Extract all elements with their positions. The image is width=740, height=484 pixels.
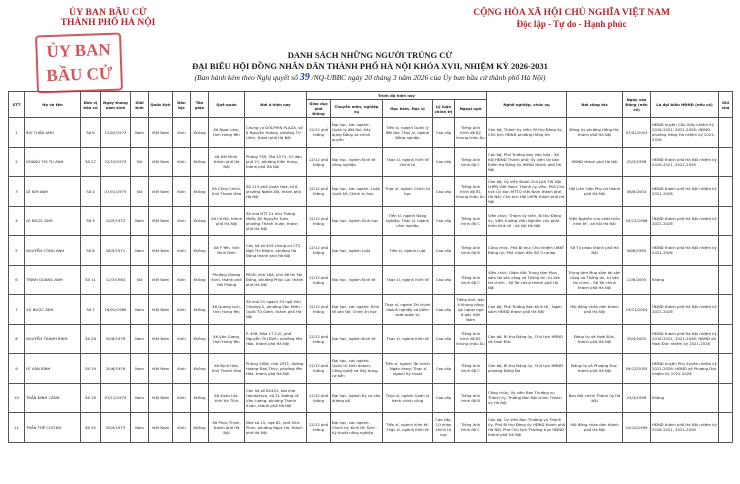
table-cell: LÊ VĂN BÌNH — [25, 354, 81, 384]
table-cell: Số 26 — [81, 324, 101, 354]
table-body — [9, 118, 733, 443]
table-cell: Không — [191, 413, 209, 443]
reference-suffix: /NQ-UBBC ngày 20 tháng 3 năm 2026 của Ủy ban bầu cử thành phố Hà Nội) — [309, 73, 546, 82]
table-cell: Tiếng Anh trình độ B — [455, 383, 487, 413]
table-cell: Thạc sĩ, ngành Chính trị học — [383, 177, 433, 207]
table-cell: Căn hộ số 404 chung cư CT2 Ngô Thì Nhậm, phường Hà Đông thành phố Hà Nội — [245, 236, 307, 266]
table-cell: Thạc sĩ, ngành Quản lý hành chính công — [383, 383, 433, 413]
table-cell: HOÀNG THỊ TÚ ANH — [25, 147, 81, 177]
table-cell: Nữ — [131, 177, 149, 207]
table-row — [9, 206, 733, 236]
table-cell: Kinh — [173, 118, 191, 148]
table-cell: 12/12 phổ thông — [307, 354, 331, 384]
table-cell: Việt Nam — [149, 324, 173, 354]
table-row — [9, 383, 733, 413]
table-cell: 2 — [9, 147, 25, 177]
table-cell: Việt Nam — [149, 265, 173, 295]
table-cell: Cao cấp — [433, 177, 455, 207]
table-cell: Nam — [131, 206, 149, 236]
table-cell: Phòng 709, Tòa 1573, 51 dân phố 21, phường Kiến Hưng, thành phố Hà Nội — [245, 147, 307, 177]
table-cell: Không — [191, 354, 209, 384]
table-cell: HĐND thành phố Hà Nội nhiệm kỳ 2016-2021, 2021-2026 — [651, 413, 719, 443]
table-cell: Việt Nam — [149, 383, 173, 413]
table-cell: Không — [191, 324, 209, 354]
table-cell — [719, 265, 733, 295]
table-cell: Trung tâm Mua sắm tài sản công và Thông tin, tư vấn tài chính - Sở Tài chính thành phố Hà Nội — [567, 265, 623, 295]
table-cell: HĐND thành phố Hà Nội nhiệm kỳ 2021-2026 — [651, 236, 719, 266]
table-cell: 12/6/2005 — [623, 265, 651, 295]
header-row-1 — [9, 92, 733, 100]
table-cell: Nam — [131, 295, 149, 325]
table-cell: P818, nhà 18A, khu đô thị Sài Đồng, phường Phúc Lợi, thành phố Hà Nội — [245, 265, 307, 295]
table-cell: Đảng ủy phường Hồng Hà, thành phố Hà Nội — [567, 118, 623, 148]
table-cell — [719, 118, 733, 148]
table-cell — [719, 147, 733, 177]
table-cell: Xã Phúc Thịnh, thành phố Hà Nội — [209, 413, 245, 443]
table-cell: 30/4/2002 — [623, 324, 651, 354]
col-header: Họ và tên — [25, 92, 81, 118]
table-cell: Tiếng Anh trình độ C — [455, 265, 487, 295]
col-header: Nơi ở hiện nay — [245, 92, 307, 118]
table-cell: Đại học, ngành Kinh tế nông nghiệp — [331, 147, 383, 177]
table-cell: 24/3/1998 — [623, 383, 651, 413]
table-cell: Cao cấp, Cử nhân chính trị học — [433, 413, 455, 443]
table-cell — [719, 177, 733, 207]
table-cell: 9 — [9, 354, 25, 384]
col-header: Dân tộc — [173, 92, 191, 118]
col-header: Ngày vào Đảng (nếu có) — [623, 92, 651, 118]
table-cell: Cán bộ; Phó Trưởng ban Văn hóa - Xã hội HĐND Thành phố; Ủy viên Ủy ban Kiểm tra Đảng ủy HĐND thành phố Hà Nội — [487, 147, 567, 177]
table-cell: HĐND thành phố Hà Nội — [567, 147, 623, 177]
col-header: Quê quán — [209, 92, 245, 118]
table-cell: NGUYỄN CÔNG ANH — [25, 236, 81, 266]
table-cell: 12/12 phổ thông — [307, 177, 331, 207]
table-row — [9, 118, 733, 148]
table-cell: Số 18 — [81, 383, 101, 413]
table-cell: Số 4 — [81, 177, 101, 207]
table-cell: Thạc sĩ, ngành Kinh tế chính trị — [383, 147, 433, 177]
table-cell: Đại học, các ngành: Kinh tế vận tải; Chính trị học — [331, 295, 383, 325]
table-cell: 10 — [9, 383, 25, 413]
table-cell: Công chức; Ủy viên Ban Thường vụ Thành ủy, Trưởng Ban Nội chính Thành ủy Hà Nội — [487, 383, 567, 413]
table-cell: Không — [651, 383, 719, 413]
table-cell: Sở Tư pháp thành phố Hà Nội — [567, 236, 623, 266]
table-cell — [719, 295, 733, 325]
table-cell: 12/12 phổ thông — [307, 236, 331, 266]
table-cell: 28/5/1971 — [101, 236, 131, 266]
table-cell: HĐND thành phố Hà Nội nhiệm kỳ 2021-2026 — [651, 206, 719, 236]
org-line-1: ỦY BAN BẦU CỬ — [69, 8, 147, 18]
table-cell: Thạc sĩ, ngành Kinh tế — [383, 265, 433, 295]
table-row — [9, 324, 733, 354]
table-cell: 08/8/2004 — [623, 177, 651, 207]
table-cell: Không — [191, 177, 209, 207]
table-cell — [719, 324, 733, 354]
table-cell: LÊ NGỌC ANH — [25, 206, 81, 236]
country-name: CỘNG HÒA XÃ HỘI CHỦ NGHĨA VIỆT NAM — [473, 8, 670, 18]
table-cell: Công chức, Phó Bí thư; Chủ nhiệm UBKT Đảng ủy; Phó Giám đốc Sở Tư pháp — [487, 236, 567, 266]
table-cell: Phòng 2808, nhà 29T1, đường Hoàng Đạo Thúy, phường Yên Hòa, thành phố Hà Nội — [245, 354, 307, 384]
table-cell: 09/12/2005 — [623, 354, 651, 384]
table-cell: Cán bộ; Bí thư Đảng ủy, Chủ tịch HĐND xã Hoài Đức — [487, 324, 567, 354]
table-cell: LÊ KIM ANH — [25, 177, 81, 207]
table-cell: 8 — [9, 324, 25, 354]
table-cell: Kinh — [173, 324, 191, 354]
col-header: Quốc tịch — [149, 92, 173, 118]
table-cell: 12/12 phổ thông — [307, 324, 331, 354]
table-cell: Cao cấp — [433, 324, 455, 354]
table-cell: 12/12 phổ thông — [307, 206, 331, 236]
table-cell: Xã Quang Lịch, tỉnh Hưng Yên — [209, 295, 245, 325]
table-cell: Đại học, các ngành: Luật; Quốc tế; Chính trị học — [331, 177, 383, 207]
table-cell: Cao cấp — [433, 354, 455, 384]
col-header: STT — [9, 92, 25, 118]
table-cell: Không — [191, 295, 209, 325]
table-cell: Kinh — [173, 295, 191, 325]
table-cell: Cao cấp — [433, 118, 455, 148]
table-cell: Thạc sĩ, ngành Tài chính doanh nghiệp và kiểm soát quản trị — [383, 295, 433, 325]
group-header: Trình độ hiện nay — [307, 92, 487, 100]
table-cell: Đại học, ngành Kinh tế — [331, 265, 383, 295]
table-cell: Tiến sĩ, ngành Luật — [383, 236, 433, 266]
table-cell: Tiến sĩ, ngành Quản lý đất đai; Thạc sĩ, ngành Nông nghiệp — [383, 118, 433, 148]
table-cell: HĐND thành phố Hà Nội nhiệm kỳ 2021-2026 — [651, 177, 719, 207]
table-cell: Cao cấp — [433, 265, 455, 295]
col-header: Giới tính — [131, 92, 149, 118]
table-cell — [719, 413, 733, 443]
table-cell: Tiếng Anh trình độ C — [455, 413, 487, 443]
document-title: DANH SÁCH NHỮNG NGƯỜI TRÚNG CỬ — [287, 50, 453, 60]
table-cell: 03/12/1998 — [623, 206, 651, 236]
table-cell: Tiến sĩ, ngành Nông nghiệp; Thạc sĩ, ngành Lâm nghiệp — [383, 206, 433, 236]
table-cell: 15/11/2004 — [623, 295, 651, 325]
table-cell: Số 8 — [81, 236, 101, 266]
table-cell: Số nhà 51 ngách 33 ngõ Văn Chương 2, phường Văn Miếu - Quốc Tử Giám, thành phố Hà Nội — [245, 295, 307, 325]
table-cell: Kinh — [173, 354, 191, 384]
table-cell: Hội đồng nhân dân thành phố Hà Nội — [567, 295, 623, 325]
col-header: Đơn vị bầu cử — [81, 92, 101, 118]
table-cell: Tiếng Anh trình độ C — [455, 206, 487, 236]
table-cell: Số nhà NTT 21 khu Thăng Nhất, 82 Nguyễn Tuân, phường Thanh Xuân, thành phố Hà Nội — [245, 206, 307, 236]
table-cell: Xã Hải Minh, thành phố Hà Nội — [209, 147, 245, 177]
table-cell: 5 — [9, 236, 25, 266]
document-subtitle: ĐẠI BIỂU HỘI ĐỒNG NHÂN DÂN THÀNH PHỐ HÀ NỘI KHÓA XVII, NHIỆM KỲ 2026-2031 — [192, 61, 548, 71]
stamp-line-2: BẦU CỬ — [46, 63, 113, 86]
elected-delegates-table — [8, 91, 733, 443]
table-cell: Kinh — [173, 147, 191, 177]
table-row — [9, 413, 733, 443]
table-row — [9, 147, 733, 177]
table-cell: 7 — [9, 295, 25, 325]
col-header: Ngoại ngữ — [455, 100, 487, 118]
table-cell: Số 27 — [81, 147, 101, 177]
table-cell: Xã Xuân Lộc, tỉnh Hà Tĩnh — [209, 383, 245, 413]
table-cell: Đại học, các ngành: Quản lý đất đai; Xây dựng Đảng và chính quyền — [331, 118, 383, 148]
table-cell: Kinh — [173, 413, 191, 443]
table-cell: Đại học, các ngành: Quản trị kinh doanh; Công nghệ và Xây dựng cơ bản — [331, 354, 383, 384]
stamp-line-1: ỦY BAN — [46, 39, 111, 62]
table-cell: Không — [191, 383, 209, 413]
table-cell: 12/12 phổ thông — [307, 147, 331, 177]
table-cell: Không — [191, 206, 209, 236]
table-cell: HĐND thành phố Hà Nội nhiệm kỳ 2021-2026 — [651, 295, 719, 325]
table-row — [9, 265, 733, 295]
table-cell: Phường Dương Kinh, thành phố Hải Phòng — [209, 265, 245, 295]
official-seal-stamp — [35, 33, 123, 94]
table-cell: 12/12 phổ thông — [307, 383, 331, 413]
table-row — [9, 295, 733, 325]
table-cell: 22/10/1973 — [101, 147, 131, 177]
table-cell: Nam — [131, 118, 149, 148]
table-cell: 4 — [9, 206, 25, 236]
table-cell: Cao cấp — [433, 383, 455, 413]
table-cell: Xã Định Hòa, tỉnh Thanh Hóa — [209, 354, 245, 384]
table-cell: Nữ — [131, 265, 149, 295]
table-cell: Kinh — [173, 177, 191, 207]
table-cell: Xã Cổ Đô, thành phố Hà Nội — [209, 206, 245, 236]
table-cell: Không — [191, 236, 209, 266]
table-cell: 12/02/1973 — [101, 118, 131, 148]
table-cell: Nhà số 15, ngõ 82, phố Vĩnh Phúc, phường Ngọc Hà, thành phố Hà Nội — [245, 413, 307, 443]
table-cell: Nữ — [131, 147, 149, 177]
table-cell: Cán bộ; Ủy viên Đoàn Chủ tịch TW Hội LHPN Việt Nam; Thành ủy viên, Phó Chủ tịch Ủy ban MTTQ Việt Nam thành phố Hà Nội, Chủ tịch Hội LHPN thành phố Hà Nội — [487, 177, 567, 207]
table-cell: 11 — [9, 413, 25, 443]
table-cell: HĐND thành phố Hà Nội nhiệm kỳ 2016-2021, 2021-2026; HĐND xã Hoài Đức nhiệm kỳ 2021-2026 — [651, 324, 719, 354]
table-row — [9, 354, 733, 384]
table-cell: Nam — [131, 413, 149, 443]
table-cell: P. 408, Nhà 17-T10, phố Nguyễn Thị Định, phường Yên Hòa, thành phố Hà Nội — [245, 324, 307, 354]
table-cell: Việt Nam — [149, 413, 173, 443]
table-cell: Số 9 — [81, 206, 101, 236]
table-cell: Cán bộ; Thành ủy viên; Bí thư Đảng ủy, Chủ tịch HĐND phường Hồng Hà — [487, 118, 567, 148]
table-cell: Đại học, các ngành: Chính trị; Kinh tế; Sinh - Kỹ thuật nông nghiệp — [331, 413, 383, 443]
table-cell: Việt Nam — [149, 354, 173, 384]
col-header: Chuyên môn, nghiệp vụ — [331, 100, 383, 118]
table-cell: TRẦN THẾ CƯƠNG — [25, 413, 81, 443]
table-cell: Thạc sĩ, ngành Kinh tế — [383, 324, 433, 354]
table-cell: Đảng ủy xã Hoài Đức, thành phố Hà Nội — [567, 324, 623, 354]
table-cell: 10/10/1999 — [623, 413, 651, 443]
table-cell: Số 11 — [81, 265, 101, 295]
table-cell: Tiến sĩ, ngành Kinh tế; Thạc sĩ, ngành Kinh tế — [383, 413, 433, 443]
table-cell: Cao cấp — [433, 236, 455, 266]
table-cell: 08/8/1995 — [623, 236, 651, 266]
table-cell — [719, 354, 733, 384]
resolution-number: 39 — [299, 72, 310, 83]
table-cell: VŨ NGỌC ANH — [25, 295, 81, 325]
col-header: Nơi công tác — [567, 92, 623, 118]
table-cell: Việt Nam — [149, 295, 173, 325]
table-cell: Cao cấp — [433, 147, 455, 177]
table-cell: 30/8/1976 — [101, 324, 131, 354]
table-cell: Nam — [131, 324, 149, 354]
table-cell — [719, 383, 733, 413]
table-cell: BÙI TUẤN ANH — [25, 118, 81, 148]
table-cell: Việt Nam — [149, 206, 173, 236]
table-cell: 20/6/1976 — [101, 354, 131, 384]
table-cell: Kinh — [173, 236, 191, 266]
table-cell: Số 6 — [81, 118, 101, 148]
table-cell: Xã Văn Giang, tỉnh Hưng Yên — [209, 324, 245, 354]
table-cell: Không — [651, 265, 719, 295]
col-header: Giáo dục phổ thông — [307, 100, 331, 118]
table-cell: Chung cư DOLPHIN PLAZA, số 6 Nguyễn Hoàng, phường Từ Liêm, thành phố Hà Nội — [245, 118, 307, 148]
table-cell: Viên chức; Thành ủy viên, Bí thư Đảng ủy, Viện trưởng Viện Nghiên cứu phát triển kinh tế - xã hội Hà Nội — [487, 206, 567, 236]
table-cell: Hội đồng nhân dân thành phố Hà Nội — [567, 413, 623, 443]
table-cell: 12/12 phổ thông — [307, 413, 331, 443]
table-cell: Kinh — [173, 206, 191, 236]
table-cell: Tiến sĩ, ngành Tài chính - Ngân hàng; Thạc sĩ, ngành Kỹ thuật — [383, 354, 433, 384]
table-cell: 18/02/1980 — [101, 295, 131, 325]
table-cell — [719, 236, 733, 266]
table-cell: 12/12 phổ thông — [307, 118, 331, 148]
table-cell: Nam — [131, 354, 149, 384]
table-cell: Tiếng Anh trình độ C — [455, 147, 487, 177]
table-cell: Nam — [131, 383, 149, 413]
table-cell: Cao cấp — [433, 206, 455, 236]
table-cell: Số 30 — [81, 413, 101, 443]
table-cell: Không — [191, 118, 209, 148]
table-cell: Việt Nam — [149, 147, 173, 177]
org-line-2: THÀNH PHỐ HÀ NỘI — [60, 18, 156, 28]
table-cell: TRẦN ĐÌNH CẢNH — [25, 383, 81, 413]
table-cell: 07/11/1974 — [101, 383, 131, 413]
col-header: Ngày tháng năm sinh — [101, 92, 131, 118]
table-cell: Đại học, ngành Kinh tế — [331, 324, 383, 354]
table-cell: Tiếng Anh trình độ B1 khung châu Âu — [455, 177, 487, 207]
table-cell: HĐND huyện Phú Xuyên nhiệm kỳ 2021-2026; HĐND xã Phượng Dực nhiệm kỳ 2021-2026 — [651, 354, 719, 384]
table-cell: Tiếng Anh trình độ C — [455, 354, 487, 384]
table-cell: Việt Nam — [149, 236, 173, 266]
table-cell: Đại học, ngành Sinh học — [331, 206, 383, 236]
table-cell: 12/12 phổ thông — [307, 295, 331, 325]
col-header: Ghi chú — [719, 92, 733, 118]
table-cell: Xã Ý Yên, tỉnh Ninh Bình — [209, 236, 245, 266]
col-header: Tôn giáo — [191, 92, 209, 118]
table-cell: HĐND thành phố Hà Nội nhiệm kỳ 2016-2021, 2021-2026 — [651, 147, 719, 177]
table-cell: Cán bộ; Ủy viên Ban Thường vụ Thành ủy, Phó Bí thư Đảng ủy HĐND thành phố Hà Nội, Phó Chủ tịch Thường trực HĐND thành phố Hà Nội — [487, 413, 567, 443]
issuing-org — [38, 8, 178, 28]
table-row — [9, 236, 733, 266]
table-cell: Việt Nam — [149, 177, 173, 207]
table-cell: Tiếng Anh trình độ B — [455, 236, 487, 266]
table-cell: Nam — [131, 236, 149, 266]
table-cell: HĐND huyện Cầu Giấy nhiệm kỳ 2016-2021, 2021-2026; HĐND phường Hồng Hà nhiệm kỳ 2021-2026 — [651, 118, 719, 148]
table-cell: Số 7 — [81, 295, 101, 325]
table-row — [9, 177, 733, 207]
col-header: Nghề nghiệp, chức vụ — [487, 92, 567, 118]
table-cell: Kinh — [173, 265, 191, 295]
table-cell: Viện Nghiên cứu phát triển kinh tế - xã hội Hà Nội — [567, 206, 623, 236]
table-cell — [719, 206, 733, 236]
table-cell: 25/3/1998 — [623, 147, 651, 177]
national-motto: Độc lập - Tự do - Hạnh phúc — [516, 19, 627, 29]
table-cell: Ban Nội chính Thành ủy Hà Nội — [567, 383, 623, 413]
table-cell: Việt Nam — [149, 118, 173, 148]
table-cell: Tiếng Anh trình độ B2 khung châu Âu — [455, 118, 487, 148]
table-cell: Đại học, ngành Luật — [331, 236, 383, 266]
table-cell: 6 — [9, 265, 25, 295]
table-cell: Cán bộ; Phó Trưởng Ban Kinh tế - Ngân sách HĐND thành phố Hà Nội — [487, 295, 567, 325]
table-cell: Không — [191, 147, 209, 177]
table-cell: Đại học, ngành Kỹ sư cầu đường bộ — [331, 383, 383, 413]
table-cell: 1 — [9, 118, 25, 148]
table-cell: Số 19 — [81, 354, 101, 384]
col-header: Lý luận chính trị — [433, 100, 455, 118]
table-cell: Không — [191, 265, 209, 295]
table-cell: 10/5/1972 — [101, 206, 131, 236]
table-cell: Căn hộ số B2401, tòa nhà Handiresco, số 31 đường Lê Văn Lương, phường Thanh Xuân, thành phố Hà Nội — [245, 383, 307, 413]
table-cell: Hội Liên hiệp Phụ nữ thành phố Hà Nội — [567, 177, 623, 207]
table-cell: Cán bộ; Bí thư Đảng ủy, Chủ tịch HĐND phường Đống Đa — [487, 354, 567, 384]
table-cell: Viên chức, Giám đốc Trung tâm Mua sắm tài sản công và Thông tin, tư vấn tài chính - Sở Tài chính thành phố Hà Nội — [487, 265, 567, 295]
table-cell: Tiếng Anh, bậc 4 khung năng lực ngoại ngữ 6 bậc Việt Nam — [455, 295, 487, 325]
table-cell: TRỊNH QUANG ANH — [25, 265, 81, 295]
col-header: Là đại biểu HĐND (nếu có) — [651, 92, 719, 118]
table-cell: 07/01/2003 — [623, 118, 651, 148]
table-cell: 07/01/1975 — [101, 177, 131, 207]
table-cell: 12/12 phổ thông — [307, 265, 331, 295]
table-cell: Kinh — [173, 383, 191, 413]
table-cell: 3 — [9, 177, 25, 207]
table-cell: 12/3/1984 — [101, 265, 131, 295]
table-cell: Cao cấp — [433, 295, 455, 325]
table-cell: 30/9/1973 — [101, 413, 131, 443]
table-cell: Số 113 phố Quán Hoa, tổ 6, phường Nghĩa Đô, thành phố Hà Nội — [245, 177, 307, 207]
table-cell: Xã Công Chính, tỉnh Thanh Hóa — [209, 177, 245, 207]
national-header — [473, 8, 670, 29]
reference-prefix: (Ban hành kèm theo Nghị quyết số — [194, 73, 300, 82]
table-cell: Đảng ủy xã Phượng Dực, thành phố Hà Nội — [567, 354, 623, 384]
table-cell: Tiếng Anh trình độ B1 khung châu Âu — [455, 324, 487, 354]
col-header: Học hàm, Học vị — [383, 100, 433, 118]
table-cell: NGUYỄN THANH BÌNH — [25, 324, 81, 354]
table-cell: Xã Ngọc Lâm, tỉnh Hưng Yên — [209, 118, 245, 148]
